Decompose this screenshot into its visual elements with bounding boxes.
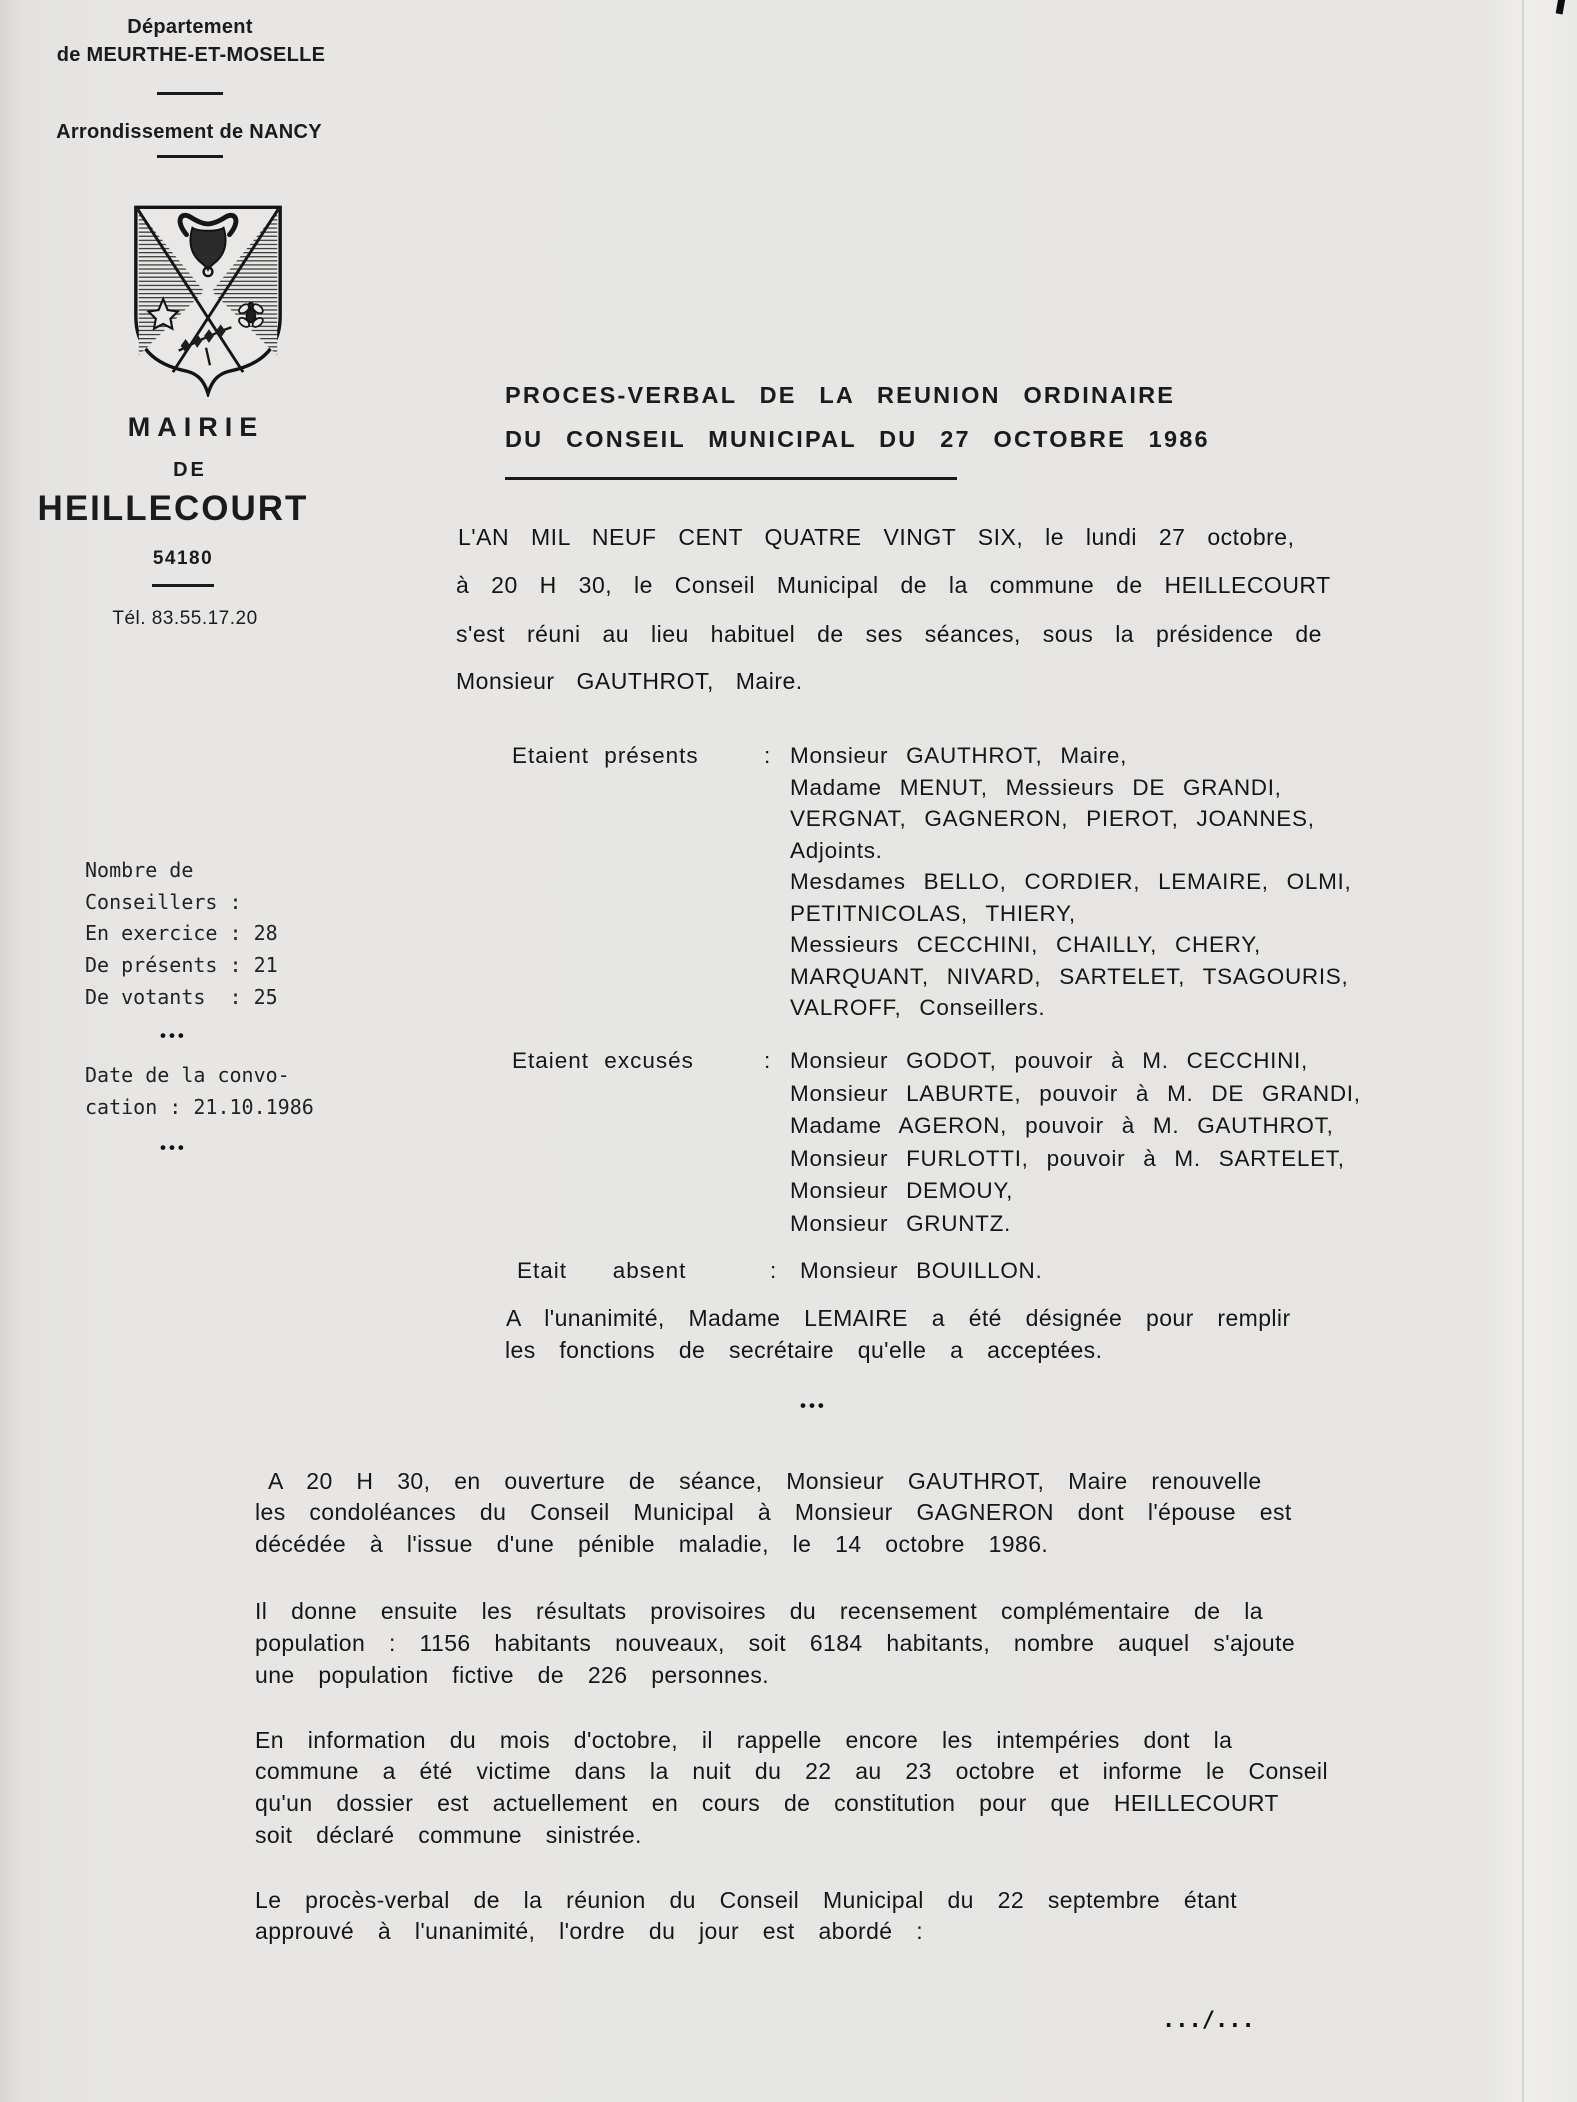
intro-line: à 20 H 30, le Conseil Municipal de la commune de HEILLECOURT — [456, 572, 1331, 598]
margin-separator-dots: ••• — [160, 1026, 187, 1045]
ordre-du-jour-line: approuvé à l'unanimité, l'ordre du jour est abordé : — [255, 1918, 924, 1944]
counts-note-line: Conseillers : — [85, 890, 242, 914]
secretary-line: A l'unanimité, Madame LEMAIRE a été désignée pour remplir — [506, 1305, 1291, 1331]
presents-name-line: VERGNAT, GAGNERON, PIEROT, JOANNES, — [790, 806, 1315, 831]
intemperies-line: En information du mois d'octobre, il rappelle encore les intempéries dont la — [255, 1727, 1233, 1753]
ordre-du-jour-line: Le procès-verbal de la réunion du Conseil Municipal du 22 septembre étant — [255, 1887, 1238, 1913]
scan-seam-line — [1522, 0, 1524, 2102]
departement-label-line2: de MEURTHE-ET-MOSELLE — [56, 44, 326, 66]
presents-name-line: Adjoints. — [790, 838, 883, 863]
de-label: DE — [173, 459, 207, 481]
excuses-name-line: Monsieur GRUNTZ. — [790, 1211, 1011, 1236]
absent-name: Monsieur BOUILLON. — [800, 1258, 1043, 1283]
recensement-line: Il donne ensuite les résultats provisoires du recensement complémentaire de la — [255, 1598, 1263, 1624]
excuses-label: Etaient excusés — [512, 1048, 694, 1073]
intro-line: s'est réuni au lieu habituel de ses séances, sous la présidence de — [456, 621, 1322, 647]
letterhead-divider-2 — [157, 155, 223, 158]
presents-label: Etaient présents — [512, 743, 699, 768]
doc-title-line1: PROCES-VERBAL DE LA REUNION ORDINAIRE — [505, 382, 1176, 408]
presents-name-line: PETITNICOLAS, THIERY, — [790, 901, 1076, 926]
doc-title-line2: DU CONSEIL MUNICIPAL DU 27 OCTOBRE 1986 — [505, 426, 1210, 452]
excuses-name-line: Monsieur DEMOUY, — [790, 1178, 1014, 1203]
section-separator-dots: ••• — [800, 1396, 827, 1415]
excuses-name-line: Monsieur GODOT, pouvoir à M. CECCHINI, — [790, 1048, 1308, 1073]
intemperies-line: qu'un dossier est actuellement en cours de constitution pour que HEILLECOURT — [255, 1790, 1279, 1816]
convocation-note-line: cation : 21.10.1986 — [85, 1095, 314, 1119]
counts-note-line: De présents : 21 — [85, 953, 278, 977]
phone-number: Tél. 83.55.17.20 — [112, 608, 258, 629]
arrondissement-label: Arrondissement de NANCY — [56, 121, 322, 143]
intro-line: Monsieur GAUTHROT, Maire. — [456, 668, 803, 694]
intemperies-line: soit déclaré commune sinistrée. — [255, 1822, 642, 1848]
presents-name-line: Mesdames BELLO, CORDIER, LEMAIRE, OLMI, — [790, 869, 1352, 894]
recensement-line: une population fictive de 226 personnes. — [255, 1662, 770, 1688]
coat-of-arms-icon — [112, 183, 286, 420]
excuses-name-line: Monsieur LABURTE, pouvoir à M. DE GRANDI, — [790, 1081, 1361, 1106]
continuation-mark: .../... — [1162, 2008, 1255, 2033]
excuses-name-line: Monsieur FURLOTTI, pouvoir à M. SARTELET, — [790, 1146, 1345, 1171]
counts-note-line: En exercice : 28 — [85, 921, 278, 945]
counts-note-line: De votants : 25 — [85, 985, 278, 1009]
recensement-line: population : 1156 habitants nouveaux, soit 6184 habitants, nombre auquel s'ajoute — [255, 1630, 1296, 1656]
mairie-label: MAIRIE — [127, 412, 265, 442]
absent-label: Etait absent — [517, 1258, 687, 1283]
presents-name-line: MARQUANT, NIVARD, SARTELET, TSAGOURIS, — [790, 964, 1349, 989]
excuses-name-line: Madame AGERON, pouvoir à M. GAUTHROT, — [790, 1113, 1334, 1138]
secretary-line: les fonctions de secrétaire qu'elle a acceptées. — [505, 1337, 1103, 1363]
presents-name-line: Monsieur GAUTHROT, Maire, — [790, 743, 1128, 768]
presents-name-line: Madame MENUT, Messieurs DE GRANDI, — [790, 775, 1282, 800]
absent-colon: : — [770, 1258, 778, 1283]
condoleances-line: les condoléances du Conseil Municipal à Monsieur GAGNERON dont l'épouse est — [255, 1499, 1292, 1525]
counts-note-line: Nombre de — [85, 858, 194, 882]
letterhead-divider-1 — [157, 92, 223, 95]
excuses-colon: : — [764, 1048, 772, 1073]
presents-name-line: Messieurs CECCHINI, CHAILLY, CHERY, — [790, 932, 1261, 957]
presents-name-line: VALROFF, Conseillers. — [790, 995, 1046, 1020]
presents-colon: : — [764, 743, 772, 768]
letterhead-divider-3 — [152, 584, 214, 587]
title-underline — [505, 477, 957, 480]
condoleances-line: décédée à l'issue d'une pénible maladie, le 14 octobre 1986. — [255, 1531, 1049, 1557]
scan-corner-mark — [1556, 0, 1566, 14]
commune-name: HEILLECOURT — [37, 489, 309, 528]
condoleances-line: A 20 H 30, en ouverture de séance, Monsieur GAUTHROT, Maire renouvelle — [268, 1468, 1262, 1494]
departement-label-line1: Département — [127, 16, 253, 38]
margin-separator-dots: ••• — [160, 1138, 187, 1157]
postal-code: 54180 — [152, 548, 214, 569]
convocation-note-line: Date de la convo- — [85, 1063, 290, 1087]
intro-line: L'AN MIL NEUF CENT QUATRE VINGT SIX, le lundi 27 octobre, — [458, 524, 1295, 550]
intemperies-line: commune a été victime dans la nuit du 22 au 23 octobre et informe le Conseil — [255, 1758, 1328, 1784]
